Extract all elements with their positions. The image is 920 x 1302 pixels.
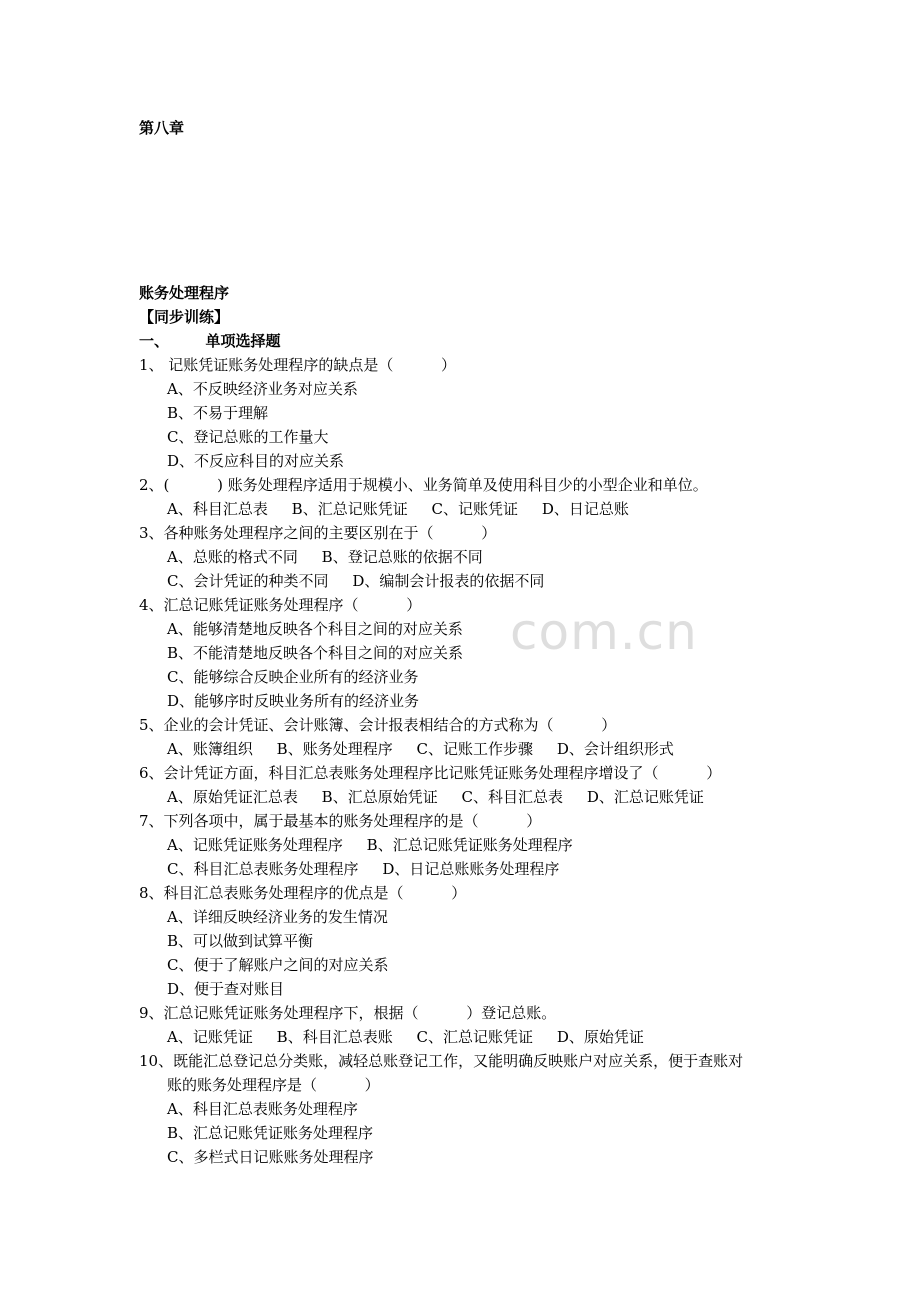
- part-title: 一、 单项选择题: [139, 332, 281, 350]
- training-header: 【同步训练】: [139, 308, 230, 326]
- question-option: A、科目汇总表 B、汇总记账凭证 C、记账凭证 D、日记总账: [167, 500, 629, 518]
- question-option: C、登记总账的工作量大: [167, 428, 329, 446]
- question-option: B、可以做到试算平衡: [167, 932, 314, 950]
- question-option: A、记账凭证 B、科目汇总表账 C、汇总记账凭证 D、原始凭证: [167, 1028, 644, 1046]
- question-option: A、科目汇总表账务处理程序: [167, 1100, 358, 1118]
- question-option: A、记账凭证账务处理程序 B、汇总记账凭证账务处理程序: [167, 836, 573, 854]
- question-option: B、汇总记账凭证账务处理程序: [167, 1124, 374, 1142]
- question-stem: 3、各种账务处理程序之间的主要区别在于（ ）: [139, 524, 497, 542]
- question-stem: 5、企业的会计凭证、会计账簿、会计报表相结合的方式称为（ ）: [139, 716, 617, 734]
- question-option: A、原始凭证汇总表 B、汇总原始凭证 C、科目汇总表 D、汇总记账凭证: [167, 788, 704, 806]
- question-option: C、科目汇总表账务处理程序 D、日记总账账务处理程序: [167, 860, 560, 878]
- question-option: A、总账的格式不同 B、登记总账的依据不同: [167, 548, 483, 566]
- question-option: A、不反映经济业务对应关系: [167, 380, 358, 398]
- question-stem: 9、汇总记账凭证账务处理程序下，根据（ ）登记总账。: [139, 1004, 557, 1022]
- question-option: C、会计凭证的种类不同 D、编制会计报表的依据不同: [167, 572, 545, 590]
- question-stem: 6、会计凭证方面，科目汇总表账务处理程序比记账凭证账务处理程序增设了（ ）: [139, 764, 722, 782]
- section-title: 账务处理程序: [139, 284, 230, 302]
- question-option: C、能够综合反映企业所有的经济业务: [167, 668, 419, 686]
- question-stem: 2、( ) 账务处理程序适用于规模小、业务简单及使用科目少的小型企业和单位。: [139, 476, 708, 494]
- question-stem: 7、下列各项中，属于最基本的账务处理程序的是（ ）: [139, 812, 542, 830]
- question-option: B、不能清楚地反映各个科目之间的对应关系: [167, 644, 464, 662]
- question-stem: 4、汇总记账凭证账务处理程序（ ）: [139, 596, 422, 614]
- question-option: C、便于了解账户之间的对应关系: [167, 956, 389, 974]
- question-option: D、便于查对账目: [167, 980, 285, 998]
- question-option: D、能够序时反映业务所有的经济业务: [167, 692, 420, 710]
- question-option: A、详细反映经济业务的发生情况: [167, 908, 388, 926]
- question-stem: 1、 记账凭证账务处理程序的缺点是（ ）: [139, 356, 456, 374]
- question-option: D、不反应科目的对应关系: [167, 452, 345, 470]
- question-stem: 8、科目汇总表账务处理程序的优点是（ ）: [139, 884, 467, 902]
- chapter-title: 第八章: [139, 119, 185, 137]
- question-option: C、多栏式日记账账务处理程序: [167, 1148, 374, 1166]
- question-option: B、不易于理解: [167, 404, 269, 422]
- watermark-text: com.cn: [510, 603, 698, 661]
- question-stem-continued: 账的账务处理程序是（ ）: [167, 1076, 380, 1094]
- question-option: A、能够清楚地反映各个科目之间的对应关系: [167, 620, 463, 638]
- question-stem: 10、既能汇总登记总分类账，减轻总账登记工作，又能明确反映账户对应关系，便于查账对: [139, 1052, 744, 1070]
- question-option: A、账簿组织 B、账务处理程序 C、记账工作步骤 D、会计组织形式: [167, 740, 674, 758]
